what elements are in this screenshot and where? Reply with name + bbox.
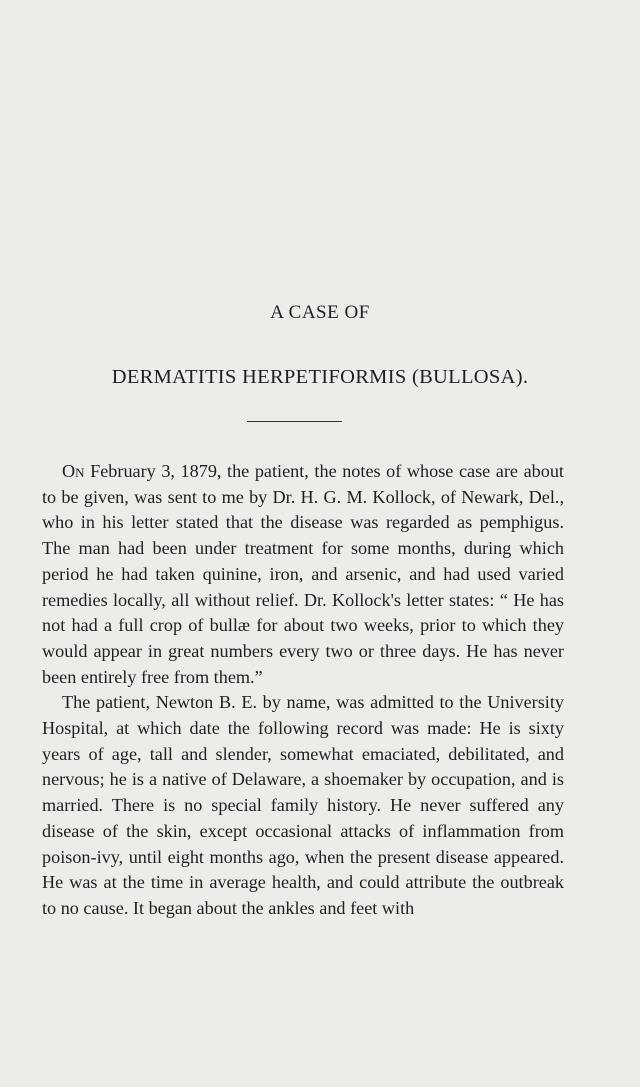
paragraph-2-text: The patient, Newton B. E. by name, was admitted to the University Hospital, at which date the following record was made: He is sixty years of age, tall and slender, somewhat emaciated, debilitated, and nervous; he is a native of Delaware, a shoemaker by occupation, and is married. There is no special family history. He never suffered any disease of the skin, except occasional attacks of inflammation from poison-ivy, until eight months ago, when the present disease appeared. He was at the time in average health, and could attribute the outbreak to no cause. It began about the ankles and feet with — [42, 692, 564, 918]
paragraph-1-text: February 3, 1879, the patient, the notes of whose case are about to be given, was sent to me by Dr. H. G. M. Kollock, of Newark, Del., who in his letter stated that the disease was regarded as pemphigus. The man had been under treatment for some months, during which period he had taken quinine, iron, and arsenic, and had used varied remedies locally, all without relief. Dr. Kollock's letter states: “ He has not had a full crop of bullæ for about two weeks, prior to which they would appear in great numbers every two or three days. He has never been entirely free from them.” — [42, 461, 564, 687]
paragraph-1-lead: On — [62, 461, 85, 481]
heading-line-1: A CASE OF — [270, 302, 370, 323]
paragraph-1 — [42, 459, 564, 690]
divider-rule — [247, 421, 342, 422]
paragraph-2 — [42, 690, 564, 921]
body-text — [42, 459, 564, 922]
heading-title: DERMATITIS HERPETIFORMIS (BULLOSA). — [111, 366, 529, 388]
